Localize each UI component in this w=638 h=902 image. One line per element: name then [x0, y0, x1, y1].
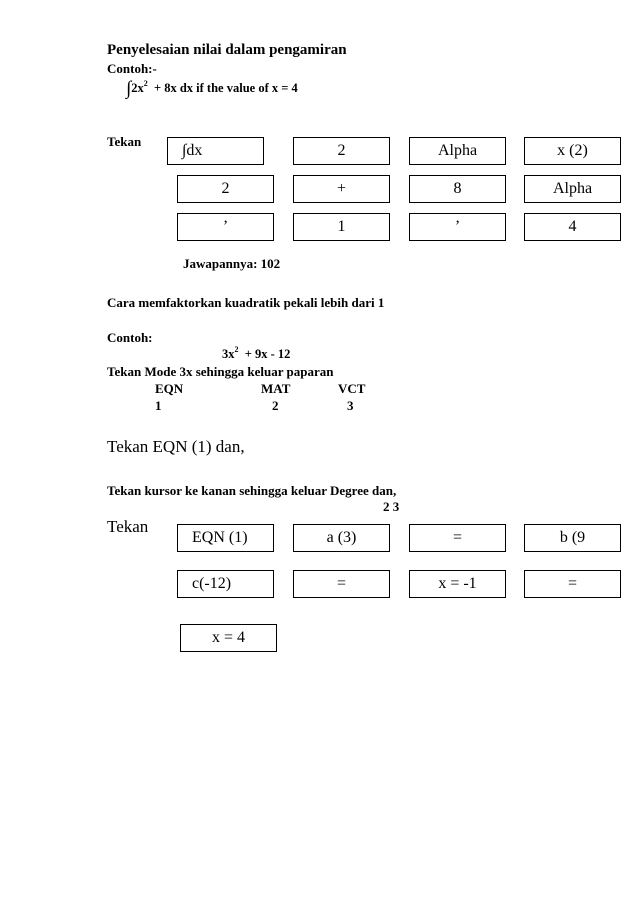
integral-symbol: ∫: [126, 78, 132, 99]
key-equals[interactable]: =: [293, 570, 390, 598]
key-alpha[interactable]: Alpha: [409, 137, 506, 165]
expr-coef: 2x: [131, 81, 144, 95]
key-4[interactable]: 4: [524, 213, 621, 241]
section-title-factorise: Cara memfaktorkan kuadratik pekali lebih dari 1: [107, 295, 385, 310]
mode-eqn-num: 1: [155, 398, 162, 413]
quad-coef: 3x: [222, 347, 235, 361]
tekan-label-1: Tekan: [107, 134, 142, 149]
key-equals[interactable]: =: [524, 570, 621, 598]
key-a-3[interactable]: a (3): [293, 524, 390, 552]
example-label-2: Contoh:: [107, 330, 153, 345]
tekan-eqn-instruction: Tekan EQN (1) dan,: [107, 437, 245, 456]
mode-mat-name: MAT: [261, 381, 291, 396]
section-title-integration: Penyelesaian nilai dalam pengamiran: [107, 42, 347, 58]
key-b-9[interactable]: b (9: [524, 524, 621, 552]
key-comma[interactable]: ’: [409, 213, 506, 241]
key-plus[interactable]: +: [293, 175, 390, 203]
expr-rest: + 8x dx if the value of x = 4: [153, 81, 298, 95]
key-integral-dx[interactable]: ∫dx: [167, 137, 264, 165]
degree-options: 2 3: [383, 499, 400, 514]
key-equals[interactable]: =: [409, 524, 506, 552]
integral-expression: [126, 76, 298, 98]
key-alpha[interactable]: Alpha: [524, 175, 621, 203]
key-x-4[interactable]: x = 4: [180, 624, 277, 652]
mode-eqn-name: EQN: [155, 381, 184, 396]
mode-mat-num: 2: [272, 398, 279, 413]
quadratic-expression: [222, 347, 290, 362]
answer-text: Jawapannya: 102: [183, 256, 281, 271]
key-c-minus-12[interactable]: c(-12): [177, 570, 274, 598]
key-x[interactable]: x (2): [524, 137, 621, 165]
tekan-label-2: Tekan: [107, 517, 149, 536]
example-label: Contoh:-: [107, 61, 157, 76]
key-x-minus-1[interactable]: x = -1: [409, 570, 506, 598]
key-8[interactable]: 8: [409, 175, 506, 203]
key-2[interactable]: 2: [293, 137, 390, 165]
mode-vct-name: VCT: [338, 381, 366, 396]
quad-exponent: 2: [234, 345, 239, 354]
cursor-instruction: Tekan kursor ke kanan sehingga keluar Degree dan,: [107, 483, 397, 498]
key-comma[interactable]: ’: [177, 213, 274, 241]
mode-vct-num: 3: [347, 398, 354, 413]
key-eqn-1[interactable]: EQN (1): [177, 524, 274, 552]
key-1[interactable]: 1: [293, 213, 390, 241]
expr-exponent: 2: [143, 79, 148, 88]
mode-instruction: Tekan Mode 3x sehingga keluar paparan: [107, 364, 334, 379]
quad-rest: + 9x - 12: [244, 347, 291, 361]
key-2[interactable]: 2: [177, 175, 274, 203]
